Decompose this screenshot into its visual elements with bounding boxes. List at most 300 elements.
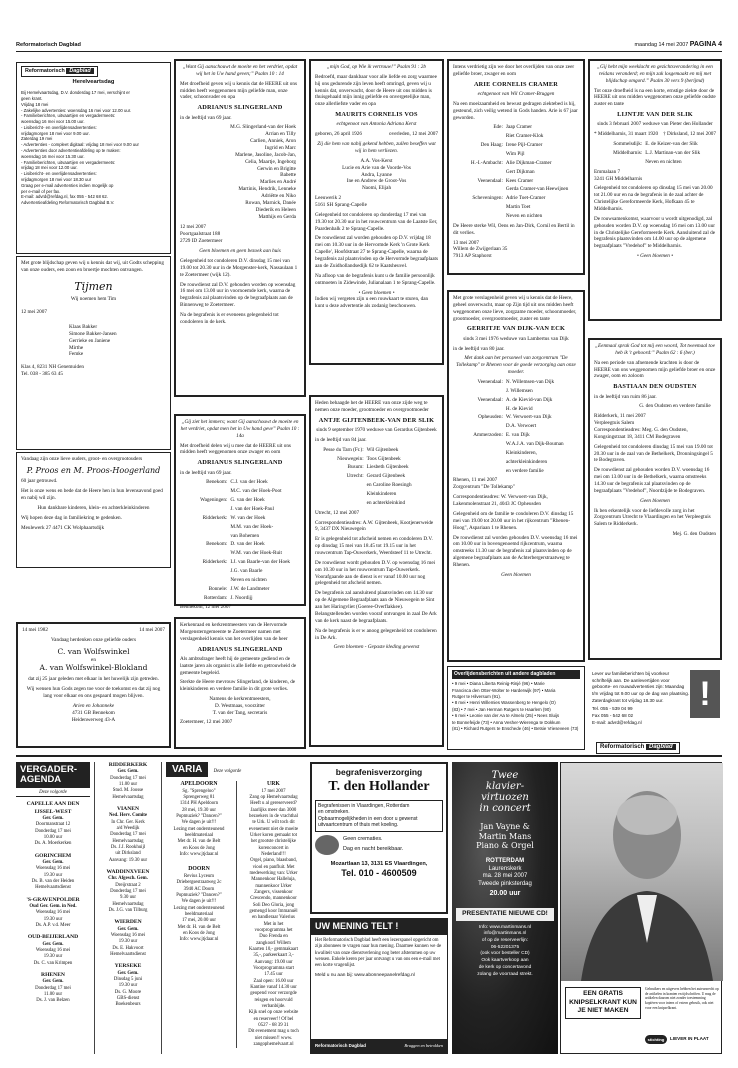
relative-row xyxy=(453,124,579,131)
relative-place xyxy=(453,151,506,158)
concert-cd-banner: PRESENTATIE NIEUWE CD! xyxy=(456,908,554,921)
agenda-line: 9.30 uur xyxy=(120,895,136,901)
obit-relatives xyxy=(180,479,300,601)
obit-service: De rouwdienst wordt gehouden D.V. op woensdag 16 mei om 10.30 uur in het rouwcentrum Tap-Ouwerkerk. Voorafgaande aan de dienst is er vanaf 10.00 uur nog gelegenheid tot afscheid nemen. xyxy=(315,559,436,587)
agenda-place: YERSEKE xyxy=(114,963,142,970)
relative-name: Gerda Cramer-van Heewijnen xyxy=(505,186,569,193)
family-notices-email[interactable]: E-mail: advrd@refdag.nl xyxy=(592,719,642,725)
notice-line: Bij Hemelvaartsdag, D.V. donderdag 17 mei, verschijnt er xyxy=(21,90,130,96)
notice-line: - Lisibericht- en overlijdensadvertenties: xyxy=(21,124,97,130)
obit-age: in de leeftijd van 80 jaar. xyxy=(453,345,505,352)
obit-born: geboren, 26 april 1926 xyxy=(315,131,362,138)
relative-name: J. Willemsen xyxy=(505,387,533,394)
birth-family xyxy=(69,324,166,358)
varia-line: beeldmateriaal xyxy=(184,833,214,839)
relative-row xyxy=(180,524,300,531)
relative-name: J. van der Hoek-Paul xyxy=(230,506,274,513)
agenda-entry xyxy=(97,963,159,1008)
relative-name: W.M. van der Hoek-Ruit xyxy=(230,550,282,557)
varia-line: gemengd koor Immanuël xyxy=(249,909,298,915)
obit-verse-2: Zij die hem van nabij gekend hebben, zullen beseffen wat wij in hem verliezen. xyxy=(317,141,436,155)
varia-line: reisgen en hoorvuld xyxy=(254,997,293,1003)
obit-closing: Na de begrafenis is er eveneens gelegenheid tot condoleren in de kerk. xyxy=(180,311,279,325)
birth-intro: Met grote blijdschap geven wij u kennis dat wij, uit Godts schepping van onze ouders, een zoon en broertje mochten ontvangen. xyxy=(21,260,164,273)
notice-line: - Zakelijke advertenties: woensdag 16 mei voor 12.00 uur. xyxy=(21,107,132,113)
anniv-thanks: Wij wensen hun Gods zegen toe voor de toekomst en dat zij nog lang voor elkaar en ons gespaard mogen blijven. xyxy=(26,686,161,700)
notice-line: woensdag 16 mei voor 15.00 uur. xyxy=(21,119,85,125)
obit-correspondence: Correspondentieadres: W. Verwoert-van Dijk, Lakenmolenstraat 21, 4043 JC Opheusden xyxy=(453,494,548,508)
agenda-line: 19.30 uur xyxy=(118,983,138,989)
relative-place: Nieuwegein: xyxy=(337,455,364,462)
varia-line: niet missen!! www. xyxy=(254,1035,293,1041)
obit-burial: De begrafenis zal aansluitend plaatsvinden om 14.30 uur op de Algemene Begraafplaats aan de Nieuwegein te Sint aan het Haringvliet (Goeree-Overflakkee). Belangstellenden worden vooraf ontvangen in zaal De Ark van de kerk naast de begraafplaats. xyxy=(315,590,437,624)
relative-row xyxy=(180,497,300,504)
varia-line: Driebergsestraatweg 2c xyxy=(176,880,222,886)
obit-date: 12 mei 2007 xyxy=(180,224,206,231)
wedding-open: Wij hopen deze dag in familiekring te gedenken. xyxy=(21,514,122,521)
relative-place xyxy=(594,159,645,166)
obit-address: Willem de Zwijgerlaan 35 xyxy=(453,246,508,253)
relative-place xyxy=(180,568,230,575)
signer: Naomi, Elijah xyxy=(361,185,392,192)
agenda-entry xyxy=(16,934,90,967)
obit-name: BASTIAAN DEN OUDSTEN xyxy=(613,383,697,391)
family-notices-tel: Tel. 055 - 539 04 99 xyxy=(592,706,633,712)
signer: Babette xyxy=(280,172,296,179)
agenda-place: VIANEN xyxy=(116,806,140,813)
obit-age: in de leeftijd van 69 jaar. xyxy=(180,469,232,476)
agenda-line: Aanvang: 19.30 uur xyxy=(108,857,148,863)
info-line: of op de reserveerlijn: xyxy=(481,938,529,943)
birth-call: Wij noemen hem Tim xyxy=(70,296,117,303)
relative-place xyxy=(180,506,230,513)
varia-place: URK xyxy=(267,781,280,788)
relative-name: Martin Toet xyxy=(505,204,531,211)
section-divider xyxy=(16,755,722,757)
agenda-line: Stud. M. Joosse xyxy=(112,788,144,794)
signer: A.A. Vos-Kerst xyxy=(360,157,393,164)
obit-signers xyxy=(180,124,300,220)
notice-line: woensdag 16 mei voor 15.30 uur. xyxy=(21,153,85,159)
relative-name: en verdere familie xyxy=(505,467,544,474)
wedding-announcement xyxy=(16,452,171,568)
relative-place: Veenendaal: xyxy=(477,177,503,184)
agenda-line: Donderdag 17 mei xyxy=(110,889,146,895)
obit-date: 13 mei 2007 xyxy=(453,239,479,246)
obit-spouse: echtgenoot van Antonia Adriana Kerst xyxy=(336,121,417,128)
obit-closing: Na de begrafenis is er w anoog gelegenheid tot condoleren in De Ark. xyxy=(315,627,437,641)
relative-place xyxy=(453,133,506,140)
relative-place: Middelharnis: xyxy=(613,150,643,157)
concert-venue: ROTTERDAM xyxy=(485,857,525,864)
varia-line: Zaal open: 16.00 uur xyxy=(253,978,294,984)
agenda-line: Dinsdag 5 juni xyxy=(113,977,143,983)
varia-place: DOORN xyxy=(188,866,210,873)
obit-date: Ridderkerk, 11 mei 2007 xyxy=(594,413,646,420)
obit-address: Emmalaan 7 xyxy=(594,168,621,175)
notice-line: vrijdagmorgen 18 mei voor 9.00 uur. xyxy=(21,130,90,136)
obit-name: ADRIANUS SLINGERLAND xyxy=(197,645,283,653)
obit-note: Na afloop van de begrafenis kunt u de familie persoonlijk ontmoeten in Zidewinde, Julianalaan 1 te Sprang-Capelle. xyxy=(315,272,436,286)
obit-name: ADRIANUS SLINGERLAND xyxy=(197,104,283,112)
relative-name: Kees Cramer xyxy=(505,177,534,184)
relative-name: Adrie Toet-Cramer xyxy=(505,195,546,202)
funeral-service-ad xyxy=(310,762,448,914)
relative-place xyxy=(180,533,230,540)
relative-row xyxy=(180,595,300,602)
page-date: maandag 14 mei 2007 PAGINA 4 xyxy=(634,41,722,48)
signer: Carlien, Anniek, Aron xyxy=(250,138,296,145)
notice-line: Zaterdag 19 mei xyxy=(21,136,53,142)
agenda-line: Donderdag 17 mei xyxy=(35,828,71,834)
obit-address-2: 7913 AP Staphorst xyxy=(453,253,492,260)
relative-name: E. de Keizer-van der Slik xyxy=(645,141,698,148)
obit-date: Rhenen, 11 mei 2007 xyxy=(453,477,498,484)
obit-born: * Middelharnis, 31 maart 1920 xyxy=(594,131,659,138)
obituary-item: (83) • 7 mei • Jan Herman Rutgers te Haarlem (90) xyxy=(452,706,551,712)
agenda-entry xyxy=(97,919,159,958)
obit-name: ADRIANUS SLINGERLAND xyxy=(197,459,283,467)
portrait-photo xyxy=(561,763,723,981)
relative-name: G. van der Hoek xyxy=(230,497,265,504)
obit-details: Gelegenheid tot condoleren op dinsdag 15 mei van 20.00 tot 21.00 uur en na de begrafenis in de zaal achter de Christelijke Gereformeerde Kerk, Hofkaan 45 te Middelharnis. xyxy=(594,185,713,213)
anniv-name-2: A. van Wolfswinkel-Blokland xyxy=(39,663,148,673)
portrait-hair xyxy=(617,795,677,835)
agenda-entry xyxy=(97,806,159,864)
relative-row xyxy=(180,488,300,495)
notice-line: - Advertenties - compleet digitaal: vrijdag 18 mei voor 9.00 uur xyxy=(21,142,139,148)
agenda-place: WIERDEN xyxy=(114,919,142,926)
anniv-address: 4731 GB Bennekom xyxy=(72,709,115,716)
obit-no-flowers: • Geen bloemen • xyxy=(636,253,674,260)
agenda-line: Hemelvaartsdag xyxy=(112,901,144,907)
flower-icon xyxy=(315,835,339,855)
varia-line: zangkoorI Willem xyxy=(256,940,291,946)
varia-line: Met in het xyxy=(263,921,284,927)
concert-performers xyxy=(456,822,554,841)
relative-row xyxy=(453,459,579,466)
clipping-ad xyxy=(560,762,722,1054)
relative-name: Riet Cramer-Klok xyxy=(505,133,544,140)
description-line: en omstreken. xyxy=(318,809,350,816)
obit-address-2: 2729 ID Zoetermeer xyxy=(180,238,223,245)
agenda-line: uit Dirksland xyxy=(115,851,141,857)
agenda-line: In Chr. Ger. Kerk xyxy=(111,819,145,825)
varia-line: Mannenkoor Halleluja, xyxy=(251,877,296,883)
agenda-line: Ned. Herv. Comite xyxy=(108,813,148,819)
relative-place: Ammerzoden: xyxy=(473,432,503,439)
varia-line: 17 mei, 20.00 uur xyxy=(182,918,216,924)
agenda-entry xyxy=(16,972,90,1005)
obit-text: Na een moeizaamheid en bewust gedragen ziektebed is hij, gesteund, zich veilig wetend in Gods handen. Arie is 67 jaar geworden. xyxy=(453,100,578,121)
meeting-agenda xyxy=(16,762,90,1054)
obit-intro: Na een periode van afnemende krachten is door de HEERE van ons weggenomen mijn geliefde broer en onze zwager, oom en zoloom xyxy=(594,359,716,380)
varia-line: Kijk snel op onze website xyxy=(248,1010,299,1016)
relative-row xyxy=(180,515,300,522)
obit-note: De Heere sterke Wil, Oens en Jan-Dirk, Cornil en Bertil in dit verlies. xyxy=(453,222,575,236)
obit-name: GERRITJE VAN DIJK-VAN ECK xyxy=(466,325,566,333)
varia-line: Orgel, piano, blaasband, xyxy=(250,858,297,864)
agenda-entry xyxy=(16,853,90,892)
family-member: Klaas Bakker xyxy=(69,323,98,330)
birth-phone: Tel. 038 - 385 63 45 xyxy=(21,371,63,378)
relative-name: Toos Gijtenbeek xyxy=(366,455,401,462)
varia-line: Kantine vanaf 14.30 uur xyxy=(250,985,297,990)
funeral-tagline: begrafenisverzorging xyxy=(335,767,423,777)
relative-row xyxy=(180,506,300,513)
relative-row xyxy=(453,160,579,167)
varia-line: Aanvang: 19.00 uur xyxy=(254,959,293,965)
agenda-line: Ds. J.J. Rookhuijl xyxy=(110,845,146,851)
agenda-line: Donderdag 17 mei xyxy=(110,775,146,781)
varia-line: en bandleraar Valerius xyxy=(252,915,295,921)
wedding-text: 60 jaar getrouwd. xyxy=(21,478,58,485)
varia-line: Info: www.jtjdaar.nl xyxy=(179,852,219,858)
obit-details: Gelegenheid tot condoleren op donderdag 17 mei van 19.30 tot 20.30 uur in het rouwcentrum van de Laatste Eer, Paardenbalk 2 te Sprang-Capelle. xyxy=(315,211,438,232)
signer: Gerwin en Brigitte xyxy=(257,165,296,172)
obituary-item: • 6 mei • Leonie van der Aa te Almelo (25) • Nees Sluijs xyxy=(452,713,560,719)
funeral-no-cremations: Geen crematies. xyxy=(343,836,383,843)
varia-line: 35,-, parkeerkaart 3,- xyxy=(253,953,294,959)
relative-name: en achterkleinkind xyxy=(366,499,406,506)
obit-signers xyxy=(315,158,438,192)
info-line: (ook voor besteller CD) xyxy=(480,951,530,957)
obit-no-flowers: Geen bloemen - Gepaste kleding gewenst xyxy=(333,644,420,651)
agenda-column-2 xyxy=(94,762,162,1054)
agenda-line: Ger. Gem. xyxy=(117,926,139,932)
obituary-slingerland-church xyxy=(174,617,306,749)
agenda-line: Ds. B. van der Heiden xyxy=(31,879,75,885)
relative-row xyxy=(453,450,579,457)
wedding-address: Meulewerk 27 4471 CK Wolphaartsdijk xyxy=(21,524,105,531)
signer: M.G. Slingerland-van der Hoek xyxy=(230,124,296,131)
relative-name: N. Willemsen-van Dijk xyxy=(505,379,555,386)
agenda-line: Ds. G. Moore xyxy=(114,989,142,995)
relative-row xyxy=(453,151,579,158)
relative-row xyxy=(453,204,579,211)
relative-place xyxy=(453,204,506,211)
newspaper-logo: Reformatorisch Dagblad xyxy=(21,66,98,77)
notice-line: Graag per e-mail advertenties indien mogelijk op xyxy=(21,182,114,188)
agenda-column-1 xyxy=(16,801,90,1004)
notice-line: - Advertenties door advertentieafdeling op te maken: xyxy=(21,148,121,154)
signature-line: D. Westmaas, voorzitter xyxy=(215,703,265,710)
agenda-line: GBS-dienst xyxy=(116,996,140,1002)
family-member: Mirthe xyxy=(69,344,84,351)
notice-line: geen krant. xyxy=(21,95,43,101)
concert-hall: Laurenskerk xyxy=(488,865,522,872)
agenda-line: 19.30 uur xyxy=(43,872,63,878)
obit-intro: Kerkenraad en kerkrentmeesters van de Hervormde Morgensterngemeente te Zoetermeer namen met verslagenheid kennis van het overlijden van de heer xyxy=(180,622,288,642)
relative-row xyxy=(180,550,300,557)
obit-name: LIJNTJE VAN DER SLIK xyxy=(617,111,693,119)
relative-place: Ridderkerk: xyxy=(202,514,228,521)
notice-line: vrijdag 18 mei voor 12.00 uur. xyxy=(21,165,78,171)
relative-place xyxy=(180,488,230,495)
relative-place xyxy=(453,213,506,220)
obit-wish: Sterkte de Heere mevrouw Slingerland, de kinderen, de kleinkinderen en verdere familie in dit grote verlies. xyxy=(180,679,296,693)
agenda-line: Ds. C. van Krimpen xyxy=(33,960,73,966)
agenda-entry xyxy=(16,801,90,847)
obit-since: sinds 3 mei 1976 weduwe van Lambertus van Dijk xyxy=(463,335,569,342)
varia-line: 28 mei, 19.30 uur xyxy=(182,807,216,813)
anniv-address-2: Heidenwerweg 43-A xyxy=(71,716,116,723)
varia-urk xyxy=(236,781,308,1048)
relative-place: Scheveningen: xyxy=(472,195,503,202)
relative-name: en Caroline Roesingh xyxy=(366,482,412,489)
agenda-line: 19.30 uur xyxy=(43,916,63,922)
title-line: Twee xyxy=(491,770,519,781)
obit-extra: Indien wij vergeten zijn u een rouwkaart te sturen, dan kunt u deze advertentie als zodanig beschouwen. xyxy=(315,296,429,310)
agenda-line: Boekenbeurs xyxy=(115,1002,141,1008)
varia-line: Met dr. H. van de Belt xyxy=(177,839,221,845)
anniversary-announcement xyxy=(16,622,171,748)
agenda-line: Ds. A.P. v.d. Meer xyxy=(35,923,71,929)
concert-instruments: Piano & Orgel xyxy=(476,841,534,851)
obit-details: Er is gelegenheid tot afscheid nemen en condoleren D.V. op dinsdag 15 mei van 18.45 tot 19.15 uur in het rouwcentrum Tap-Ouwerkerk, Weerdsteef 11 te Utrecht. xyxy=(315,536,433,557)
performer: Jan Vayne & xyxy=(480,822,530,831)
info-line: info@martinmans.nl xyxy=(483,931,527,937)
obit-name: ANTJE GIJTENBEEK-VAN DER SLIK xyxy=(318,416,435,424)
obituary-item: (81) • Richard Rutgers te Enschede (46) • Betsie Vrieseveen (73) xyxy=(452,725,579,731)
agenda-line: Donderdag 17 mei xyxy=(110,832,146,838)
performer: Martin Mans xyxy=(478,831,532,841)
agenda-line: 11.00 uur xyxy=(43,992,63,998)
varia-line: korenconcert in xyxy=(258,845,289,851)
varia-line: viool en panfluit. Met xyxy=(252,864,295,870)
relative-place xyxy=(180,577,230,584)
wedding-wish: Het is onze wens en bede dat de Heere hen in hun levensavond goed en nabij wil zijn. xyxy=(21,488,163,502)
reader-panel-ad xyxy=(310,918,448,1054)
obit-verse: „mijn God, op Wie ik vertrouw!” Psalm 91 : 2b xyxy=(327,64,426,70)
title-line: virtuozen xyxy=(481,792,529,803)
concert-ad xyxy=(452,762,558,1054)
clipping-headline-2: KNIPSELKRANT KUN xyxy=(569,998,637,1006)
funeral-name: T. den Hollander xyxy=(328,779,430,795)
obit-spouse: echtgenoot van Wil Cramer-Bruggen xyxy=(477,91,555,98)
obit-age: in de leeftijd van 69 jaar. xyxy=(180,114,232,121)
relative-name: L.J. Martinan-van der Slik xyxy=(645,150,701,157)
obit-date: Utrecht, 12 mei 2007 xyxy=(315,509,360,516)
obituary-cramer xyxy=(447,59,585,275)
signer: Rowan, Marnick, Danée xyxy=(245,199,296,206)
relative-place xyxy=(315,491,367,498)
relative-row xyxy=(453,406,579,413)
signer: Marlies en André xyxy=(259,179,296,186)
varia-line: 3940 AC Doorn xyxy=(183,886,215,892)
varia-line: Urker koren gemaakt tot xyxy=(249,833,298,839)
obit-house: Zorgcentrum "De Tollekamp" xyxy=(453,484,515,491)
obit-address-2: 5161 SH Sprang-Capelle xyxy=(315,202,367,209)
wedding-names: P. Proos en M. Proos-Hoogerland xyxy=(26,465,161,475)
clipping-headline-1: EEN GRATIS xyxy=(583,990,623,997)
relative-name: J.W. de Landmeter xyxy=(230,585,270,592)
relative-row xyxy=(453,423,579,430)
relative-place: Wageningen: xyxy=(200,497,228,504)
relative-name: W.A.J.A. van Dijk-Bouman xyxy=(505,441,564,448)
varia-line: Popmuziek? "Dancen?" xyxy=(176,814,222,820)
obit-relatives xyxy=(453,379,579,474)
description-line: uitvaartcentrum of thuis met koeling. xyxy=(318,822,399,829)
newspaper-logo: Reformatorisch Dagblad xyxy=(596,742,680,754)
agenda-place: RHENEN xyxy=(41,972,65,979)
family-member: Femke xyxy=(69,351,84,358)
panel-link[interactable]: Meld u nu aan bij: www.abonneepanelrefdag.nl xyxy=(315,972,415,978)
anniv-name-1: C. van Wolfswinkel xyxy=(57,646,130,656)
relative-place xyxy=(453,186,506,193)
birth-announcement xyxy=(16,256,171,450)
agenda-line: Ger. Gem. xyxy=(42,860,64,866)
varia-line: Popmuziek? "Dancen?" xyxy=(176,893,222,899)
relative-place xyxy=(453,388,506,395)
description-line: Begrafenissen in Vlaardingen, Rotterdam xyxy=(318,802,410,809)
obit-service: De rouwsamenkomst, waarvoor u wordt uitgenodigd, zal gehouden worden D.V. op woensdag 16 mei om 13.00 uur in de Christelijke Gereformeerde Kerk. Aansluitend zal de begrafenis plaatsvinden om 14.00 uur op de algemene begraafplaats "Vredehof" te Middelharnis. xyxy=(594,215,715,250)
obituary-vos xyxy=(309,59,444,365)
varia-line: Lezing met ondersteunend xyxy=(173,826,225,832)
relative-place xyxy=(453,459,506,466)
relative-name: Neven en nichten xyxy=(645,158,682,165)
obit-age: in de leeftijd van 84 jaar. xyxy=(315,436,367,443)
agenda-line: 10.00 uur xyxy=(43,835,63,840)
obituary-van-der-slik xyxy=(588,59,722,321)
varia-line: en Koos de Jong xyxy=(183,931,215,937)
relative-place xyxy=(453,169,506,176)
concert-time: Tweede pinksterdag xyxy=(478,881,532,888)
relative-place xyxy=(180,524,230,531)
agenda-line: Oud Ger. Gem. in Ned. xyxy=(29,904,77,910)
concert-price: 20.00 uur xyxy=(489,889,521,897)
obit-relatives xyxy=(453,124,579,219)
varia-line: Nederland!!! xyxy=(261,852,286,858)
relative-name: I.J. van Baarle-van der Hoek xyxy=(230,559,291,566)
notice-line: Vrijdag 18 mei xyxy=(21,101,49,107)
obit-date: Bennekom, 12 mei 2007 xyxy=(180,604,232,611)
obit-died: overleden, 12 mei 2007 xyxy=(389,131,438,138)
varia-line: verbanbijde. xyxy=(261,1003,286,1009)
agenda-entry xyxy=(97,762,159,801)
agenda-title: VERGADER-AGENDA xyxy=(16,762,90,788)
varia-line: bezoekers in de vrachthal xyxy=(249,814,298,820)
varia-line: 1314 PH Apeldoorn xyxy=(179,801,219,807)
concert-info xyxy=(456,925,554,979)
varia-line: 17.45 uur xyxy=(264,972,283,978)
relative-name: Neven en nichten xyxy=(505,213,543,220)
relative-row xyxy=(180,533,300,540)
agenda-line: Ds. A. Moerkerken xyxy=(34,841,72,847)
relative-row xyxy=(453,397,579,404)
wedding-family: Hun dankbare kinderen, klein- en achterkleinkinderen xyxy=(37,504,150,511)
relative-name: Jaap Cramer xyxy=(505,124,532,131)
relative-row xyxy=(315,491,438,498)
agenda-line: Woensdag 16 mei xyxy=(110,933,146,939)
varia-line: voorprogramma het xyxy=(254,928,293,934)
info-line: Ook kaartverkoop aan xyxy=(481,958,529,964)
page-header xyxy=(16,40,722,52)
agenda-line: 19.30 uur xyxy=(118,939,138,945)
signer: Marlene, Jasoline, Jacob-Jan, xyxy=(235,151,296,158)
agenda-line: Ds. E. Hakvoort xyxy=(112,945,144,951)
varia-line: Soli Deo Gloria, jong xyxy=(252,902,295,908)
relative-row xyxy=(315,456,438,463)
agenda-line: Doormanstraat 12 xyxy=(35,822,71,828)
info-line: zolang de voorraad strekt. xyxy=(477,971,533,977)
exclamation-icon: ! xyxy=(690,670,720,718)
relative-name: C.J. van der Hoek xyxy=(230,479,268,486)
relative-row xyxy=(453,468,579,475)
relative-name: Kleinkinderen, xyxy=(505,449,537,456)
relative-place: Den Haag: xyxy=(480,142,503,149)
agenda-line: Woensdag 16 mei xyxy=(35,866,71,872)
